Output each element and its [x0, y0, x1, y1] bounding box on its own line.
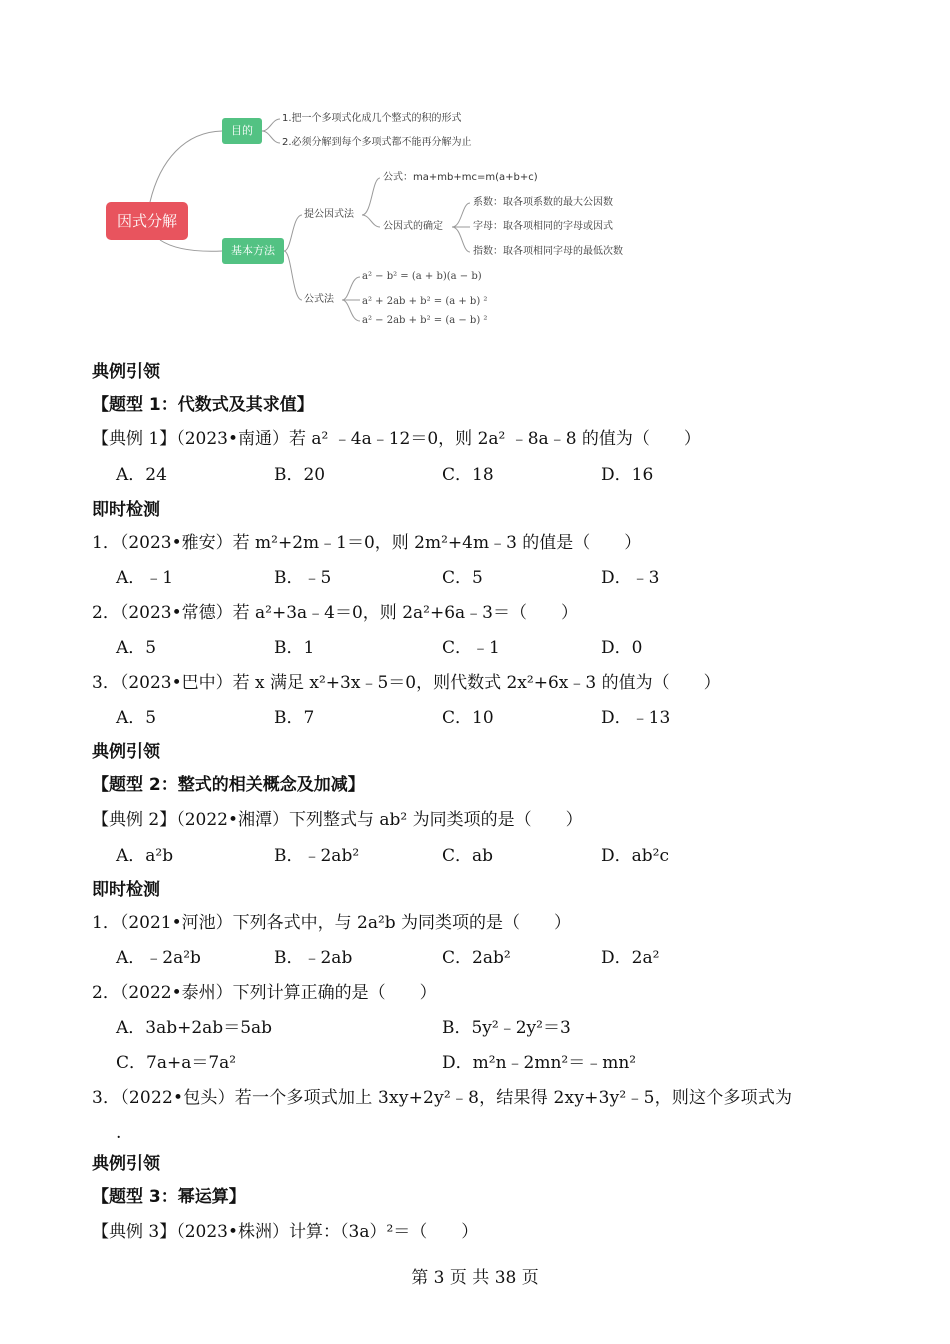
section-heading: 典例引领 — [92, 1154, 160, 1174]
option-b: B．7 — [274, 708, 315, 728]
example-question: 【典例 1】（2023•南通）若 a² ﹣4a﹣12＝0，则 2a² ﹣8a﹣8 的值为（ ） — [92, 429, 701, 449]
question: 3．（2023•巴中）若 x 满足 x²+3x﹣5＝0，则代数式 2x²+6x﹣3 的值为（ ） — [92, 673, 721, 693]
determine-coefficient: 系数：取各项系数的最大公因数 — [473, 197, 613, 208]
example-question: 【典例 3】（2023•株洲）计算：（3a）²＝（ ） — [92, 1222, 479, 1242]
purpose-item-2: 2.必须分解到每个多项式都不能再分解为止 — [282, 137, 472, 148]
section-heading: 典例引领 — [92, 362, 160, 382]
option-b: B．﹣5 — [274, 568, 332, 588]
formula-difference-of-squares: a² − b² = (a + b)(a − b) — [362, 271, 482, 282]
determine-exponent: 指数：取各项相同字母的最低次数 — [473, 246, 623, 257]
option-a: A．24 — [116, 465, 167, 485]
question: 3．（2022•包头）若一个多项式加上 3xy+2y²﹣8，结果得 2xy+3y²﹣5，则这个多项式为 — [92, 1088, 793, 1108]
extract-formula: 公式：ma+mb+mc=m(a+b+c) — [383, 172, 538, 183]
extract-factor-method: 提公因式法 — [304, 209, 354, 220]
option-d: D．ab²c — [601, 846, 669, 866]
mind-map-root: 因式分解 — [106, 202, 188, 240]
formula-method: 公式法 — [304, 294, 334, 305]
option-c: C．﹣1 — [442, 638, 500, 658]
mind-map — [0, 0, 950, 345]
option-c: C．7a+a＝7a² — [116, 1053, 237, 1073]
option-d: D．16 — [601, 465, 654, 485]
option-b: B．1 — [274, 638, 315, 658]
option-d: D．﹣13 — [601, 708, 671, 728]
option-a: A．3ab+2ab＝5ab — [116, 1018, 273, 1038]
option-d: D．m²n﹣2mn²＝﹣mn² — [442, 1053, 637, 1073]
option-a: A．5 — [116, 638, 157, 658]
formula-square-sum: a² + 2ab + b² = (a + b) ² — [362, 296, 488, 307]
option-b: B．﹣2ab — [274, 948, 353, 968]
mind-map-purpose-node: 目的 — [222, 118, 262, 144]
option-d: D．2a² — [601, 948, 660, 968]
option-c: C．10 — [442, 708, 494, 728]
option-d: D．﹣3 — [601, 568, 660, 588]
option-a: A．a²b — [116, 846, 174, 866]
question-type-title: 【题型 2：整式的相关概念及加减】 — [92, 775, 365, 795]
option-a: A．﹣2a²b — [116, 948, 201, 968]
question-type-title: 【题型 1：代数式及其求值】 — [92, 395, 314, 415]
option-d: D．0 — [601, 638, 643, 658]
option-c: C．5 — [442, 568, 483, 588]
option-c: C．2ab² — [442, 948, 511, 968]
example-question: 【典例 2】（2022•湘潭）下列整式与 ab² 为同类项的是（ ） — [92, 810, 583, 830]
question: 2．（2022•泰州）下列计算正确的是（ ） — [92, 983, 437, 1003]
page-footer: 第 3 页 共 38 页 — [411, 1268, 539, 1288]
purpose-item-1: 1.把一个多项式化成几个整式的积的形式 — [282, 113, 462, 124]
question-type-title: 【题型 3：幂运算】 — [92, 1187, 246, 1207]
answer-blank: . — [116, 1123, 122, 1143]
option-a: A．5 — [116, 708, 157, 728]
question: 1．（2023•雅安）若 m²+2m﹣1＝0，则 2m²+4m﹣3 的值是（ ） — [92, 533, 642, 553]
option-c: C．ab — [442, 846, 494, 866]
option-b: B．20 — [274, 465, 326, 485]
question: 2．（2023•常德）若 a²+3a﹣4＝0，则 2a²+6a﹣3＝（ ） — [92, 603, 578, 623]
mind-map-methods-node: 基本方法 — [222, 238, 284, 264]
option-a: A．﹣1 — [116, 568, 174, 588]
option-b: B．﹣2ab² — [274, 846, 360, 866]
formula-square-difference: a² − 2ab + b² = (a − b) ² — [362, 315, 488, 326]
question: 1．（2021•河池）下列各式中，与 2a²b 为同类项的是（ ） — [92, 913, 572, 933]
option-c: C．18 — [442, 465, 494, 485]
common-factor-determine: 公因式的确定 — [383, 221, 443, 232]
section-heading: 典例引领 — [92, 742, 160, 762]
check-heading: 即时检测 — [92, 500, 160, 520]
check-heading: 即时检测 — [92, 880, 160, 900]
determine-letter: 字母：取各项相同的字母或因式 — [473, 221, 613, 232]
option-b: B．5y²﹣2y²＝3 — [442, 1018, 571, 1038]
